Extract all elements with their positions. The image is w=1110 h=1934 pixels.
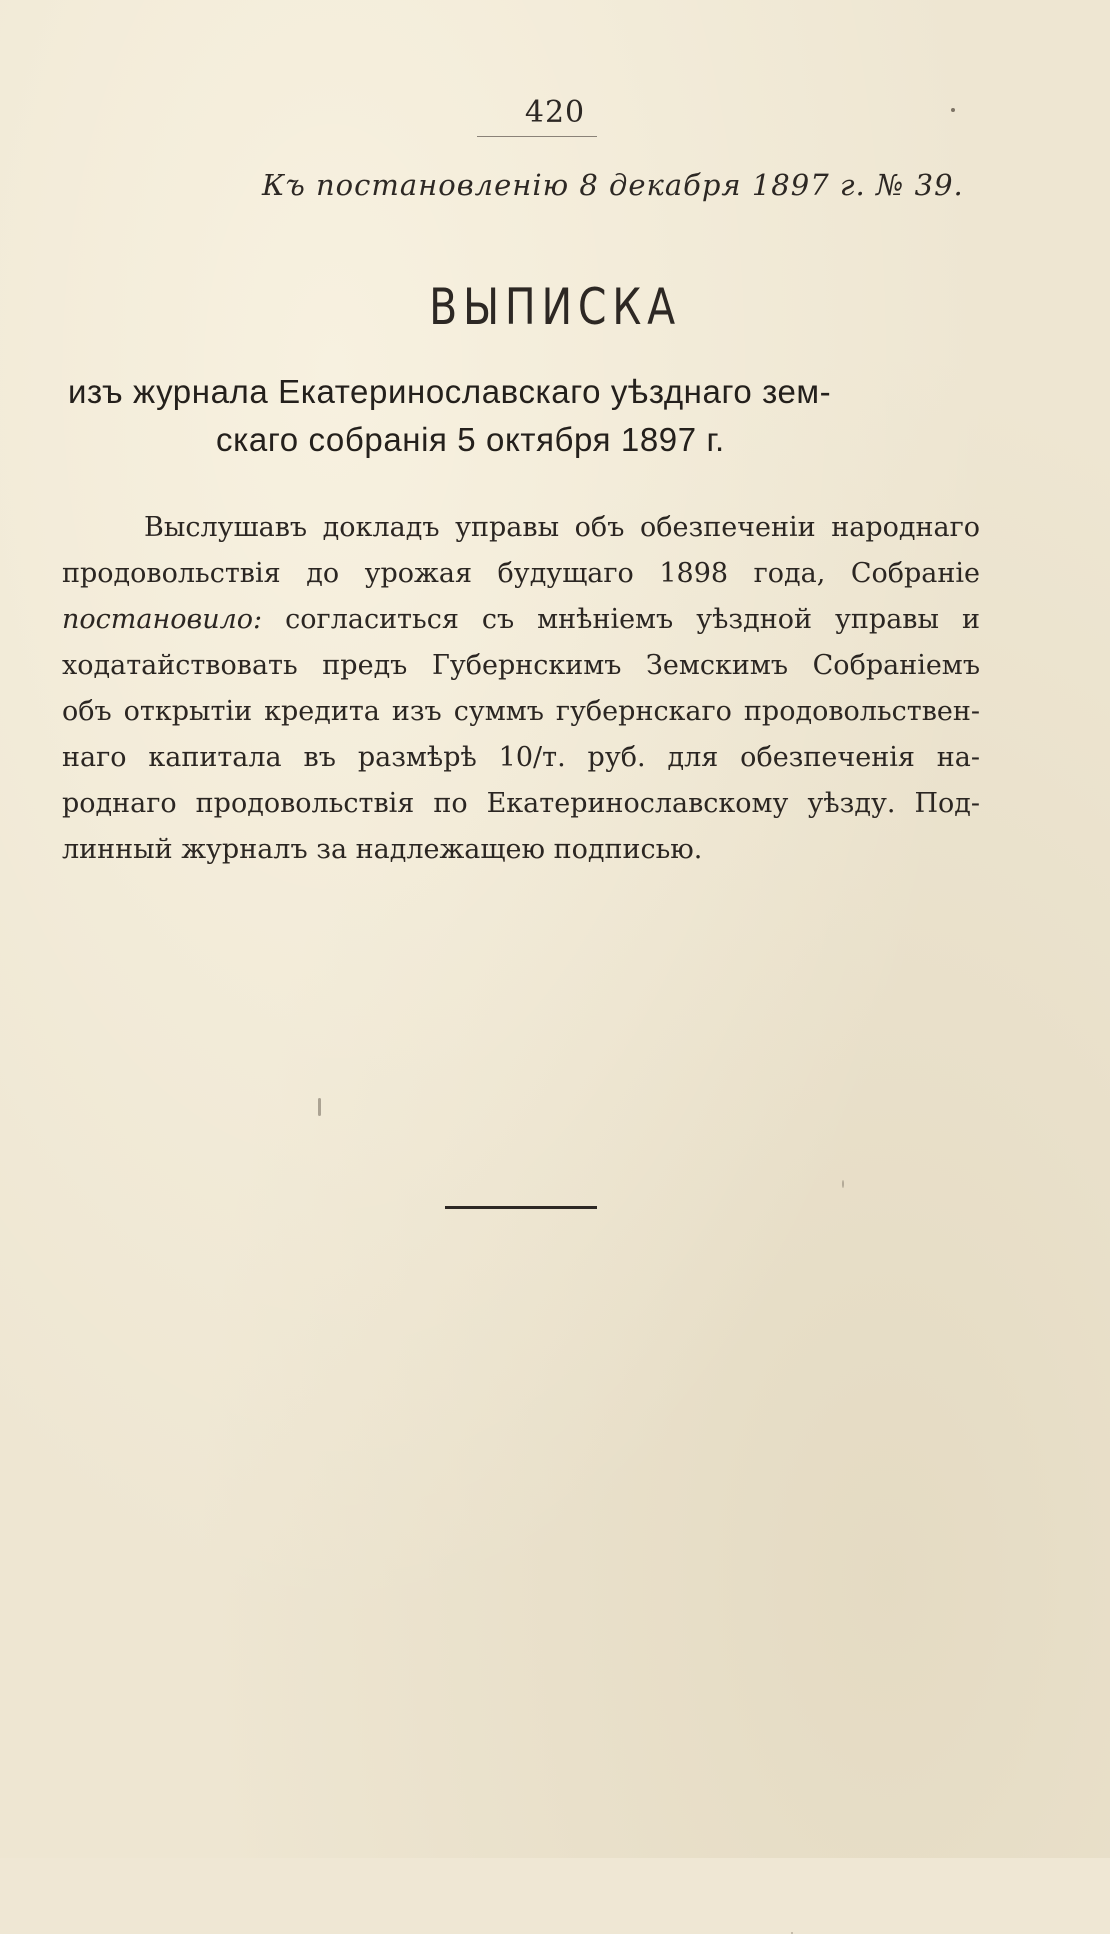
body-line-3-rest: согласиться съ мнѣніемъ уѣздной управы и [285,604,980,635]
reference-number-sign: № [875,168,905,202]
reference-number: 39. [914,168,964,202]
body-line-5: объ открытіи кредита изъ суммъ губернскаго продовольствен- [62,696,980,727]
body-line-7: роднаго продовольствія по Екатеринославскому уѣзду. Под- [62,788,980,819]
body-line-6: наго капитала въ размѣрѣ 10/т. руб. для обезпеченія на- [62,742,980,773]
paper-speck [318,1098,321,1116]
body-line-3 [62,597,980,643]
body-line-2: продовольствія до урожая будущаго 1898 года, Собраніе [62,558,980,589]
page-number: 420 [524,95,586,130]
header-rule [477,136,597,137]
document-subtitle [60,368,990,464]
body-paragraph [62,505,980,873]
subtitle-line-2: скаго собранія 5 октября 1897 г. [216,421,725,458]
reference-line [262,168,962,202]
reference-prefix: Къ постановленію 8 декабря 1897 г. [262,168,866,202]
subtitle-line-1: изъ журнала Екатеринославскаго уѣзднаго зем- [68,373,832,410]
document-title: ВЫПИСКА [429,278,681,336]
body-line-1: Выслушавъ докладъ управы объ обезпеченіи народнаго [144,512,980,543]
body-line-8: линный журналъ за надлежащею подписью. [62,834,703,865]
body-line-3-emphasis: постановило: [62,604,263,635]
paper-speck [951,108,955,112]
closing-rule [445,1206,597,1209]
body-line-4: ходатайствовать предъ Губернскимъ Земскимъ Собраніемъ [62,650,980,681]
paper-speck [842,1180,844,1188]
